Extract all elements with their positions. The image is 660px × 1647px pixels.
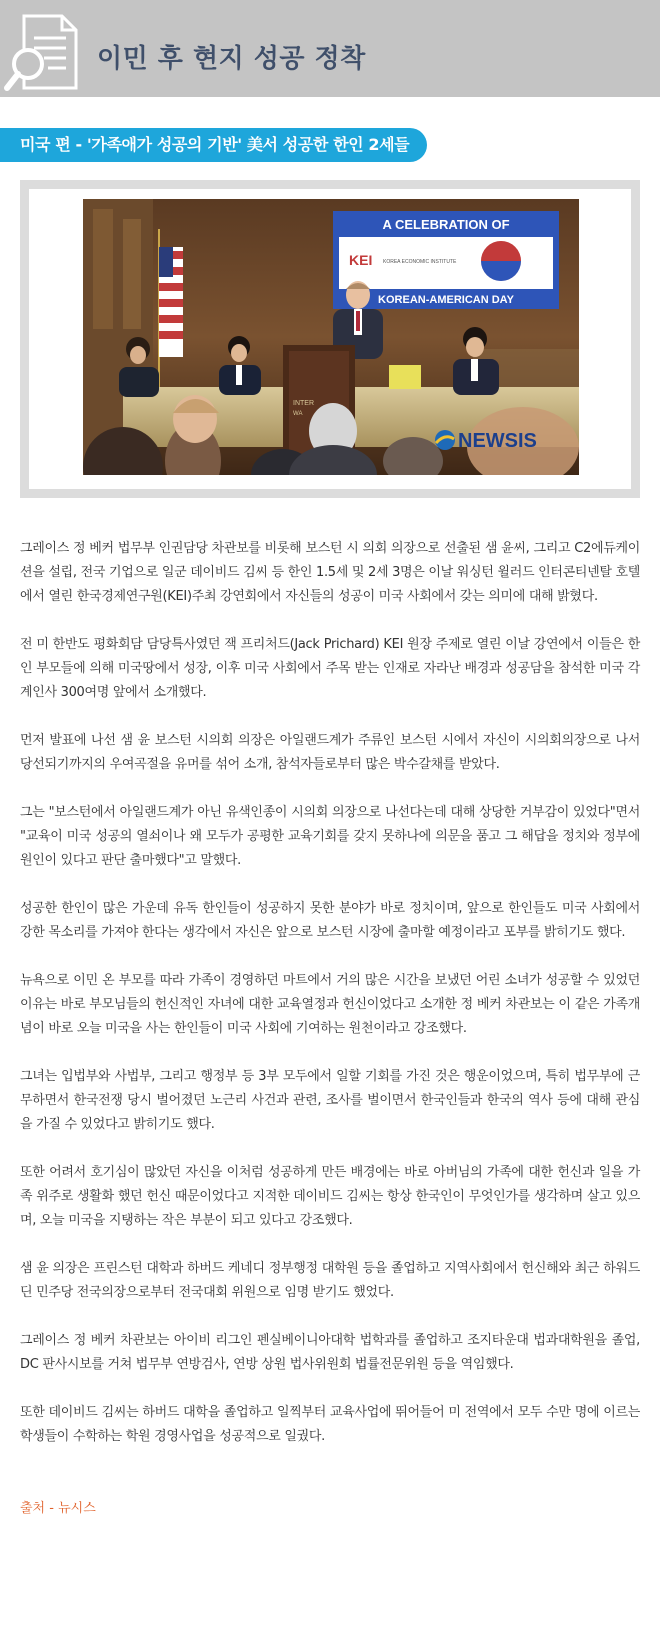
photo-inner (29, 189, 631, 489)
document-search-icon (4, 14, 80, 94)
source-credit: 출처 - 뉴시스 (20, 1501, 96, 1516)
article-body (20, 537, 640, 1473)
lectern-text: INTER (293, 400, 314, 407)
us-flag (159, 247, 183, 357)
article-paragraph: 전 미 한반도 평화회담 담당특사였던 잭 프리처드(Jack Prichard) KEI 원장 주제로 열린 이날 강연에서 이들은 한인 부모들에 의해 미국땅에서 성장, 이후 미국 사회에서 주목 받는 인재로 자라난 배경과 성공담을 참석한 미국 각계인사 300여명 앞에서 소개했다. (20, 637, 640, 700)
section-title-bar (0, 128, 427, 162)
kei-name: KOREA ECONOMIC INSTITUTE (383, 259, 457, 265)
name-card (389, 365, 421, 389)
article-paragraph: 샘 윤 의장은 프린스턴 대학과 하버드 케네디 정부행정 대학원 등을 졸업하고 지역사회에서 헌신해와 최근 하워드 딘 민주당 전국의장으로부터 전국대회 위원으로 임명 받기도 했었다. (20, 1261, 640, 1300)
news-photo-illustration (83, 199, 579, 475)
article-paragraph: 먼저 발표에 나선 샘 윤 보스턴 시의회 의장은 아일랜드계가 주류인 보스턴 시에서 자신이 시의회의장으로 나서 당선되기까지의 우여곡절을 유머를 섞어 소개, 참석자들로부터 많은 박수갈채를 받았다. (20, 733, 640, 772)
photo-frame (20, 180, 640, 498)
kei-mark: KEI (349, 252, 373, 268)
article-paragraph: 그녀는 입법부와 사법부, 그리고 행정부 등 3부 모두에서 일할 기회를 가진 것은 행운이었으며, 특히 법무부에 근무하면서 한국전쟁 당시 벌어졌던 노근리 사건과 관련, 조사를 벌이면서 한국인들과 한국의 역사 등에 대해 관심을 가질 수 있었다고 밝히기도 했다. (20, 1069, 640, 1132)
page-title: 이민 후 현지 성공 정착 (97, 44, 366, 74)
article-paragraph: 그레이스 정 베커 차관보는 아이비 리그인 펜실베이니아대학 법학과를 졸업하고 조지타운대 법과대학원을 졸업, DC 판사시보를 거쳐 법무부 연방검사, 연방 상원 법사위원회 법률전문위원 등을 역임했다. (20, 1333, 640, 1372)
article-paragraph: 또한 데이비드 김씨는 하버드 대학을 졸업하고 일찍부터 교육사업에 뛰어들어 미 전역에서 모두 수만 명에 이르는 학생들이 수학하는 학원 경영사업을 성공적으로 일궜다. (20, 1405, 640, 1444)
article-paragraph: 또한 어려서 호기심이 많았던 자신을 이처럼 성공하게 만든 배경에는 바로 아버님의 가족에 대한 헌신과 일을 가족 위주로 생활화 했던 헌신 때문이었다고 지적한 데이비드 김씨는 항상 한국인이 무엇인가를 생각하며 살고 있으며, 오늘 미국을 지탱하는 작은 부분이 되고 있다고 강조했다. (20, 1165, 640, 1228)
page-header (0, 0, 660, 97)
banner-line2: KOREAN-AMERICAN DAY (378, 294, 514, 306)
article-paragraph: 그레이스 정 베커 법무부 인권담당 차관보를 비롯해 보스턴 시 의회 의장으로 선출된 샘 윤씨, 그리고 C2에듀케이션을 설립, 전국 기업으로 일군 데이비드 김씨 등 한인 1.5세 및 2세 3명은 이날 워싱턴 윌러드 인터콘티넨탈 호텔에서 열린 한국경제연구원(KEI)주최 강연회에서 자신들의 성공이 미국 사회에서 갖는 의미에 대해 밝혔다. (20, 541, 640, 604)
article-paragraph: 뉴욕으로 이민 온 부모를 따라 가족이 경영하던 마트에서 거의 많은 시간을 보냈던 어린 소녀가 성공할 수 있었던 이유는 바로 부모님들의 헌신적인 자녀에 대한 교육열정과 헌신이었다고 소개한 정 베커 차관보는 이 같은 가족개념이 바로 오늘 미국을 사는 한인들이 미국 사회에 기여하는 원천이라고 강조했다. (20, 973, 640, 1036)
lectern-text-2: WA (293, 411, 303, 417)
article-paragraph: 그는 "보스턴에서 아일랜드계가 아닌 유색인종이 시의회 의장으로 나선다는데 대해 상당한 거부감이 있었다"면서 "교육이 미국 성공의 열쇠이나 왜 모두가 공평한 교육기회를 갖지 못하나에 의문을 품고 그 해답을 정치와 정부에 원인이 있다고 판단 출마했다"고 말했다. (20, 805, 640, 868)
newsis-text: NEWSIS (458, 430, 537, 452)
banner-line1: A CELEBRATION OF (382, 217, 510, 232)
article-paragraph: 성공한 한인이 많은 가운데 유독 한인들이 성공하지 못한 분야가 바로 정치이며, 앞으로 한인들도 미국 사회에서 강한 목소리를 가져야 한다는 생각에서 자신은 앞으로 보스턴 시장에 출마할 예정이라고 포부를 밝히기도 했다. (20, 901, 640, 940)
section-title: 미국 편 - '가족애가 성공의 기반' 美서 성공한 한인 2세들 (20, 135, 410, 154)
news-photo (83, 199, 579, 475)
